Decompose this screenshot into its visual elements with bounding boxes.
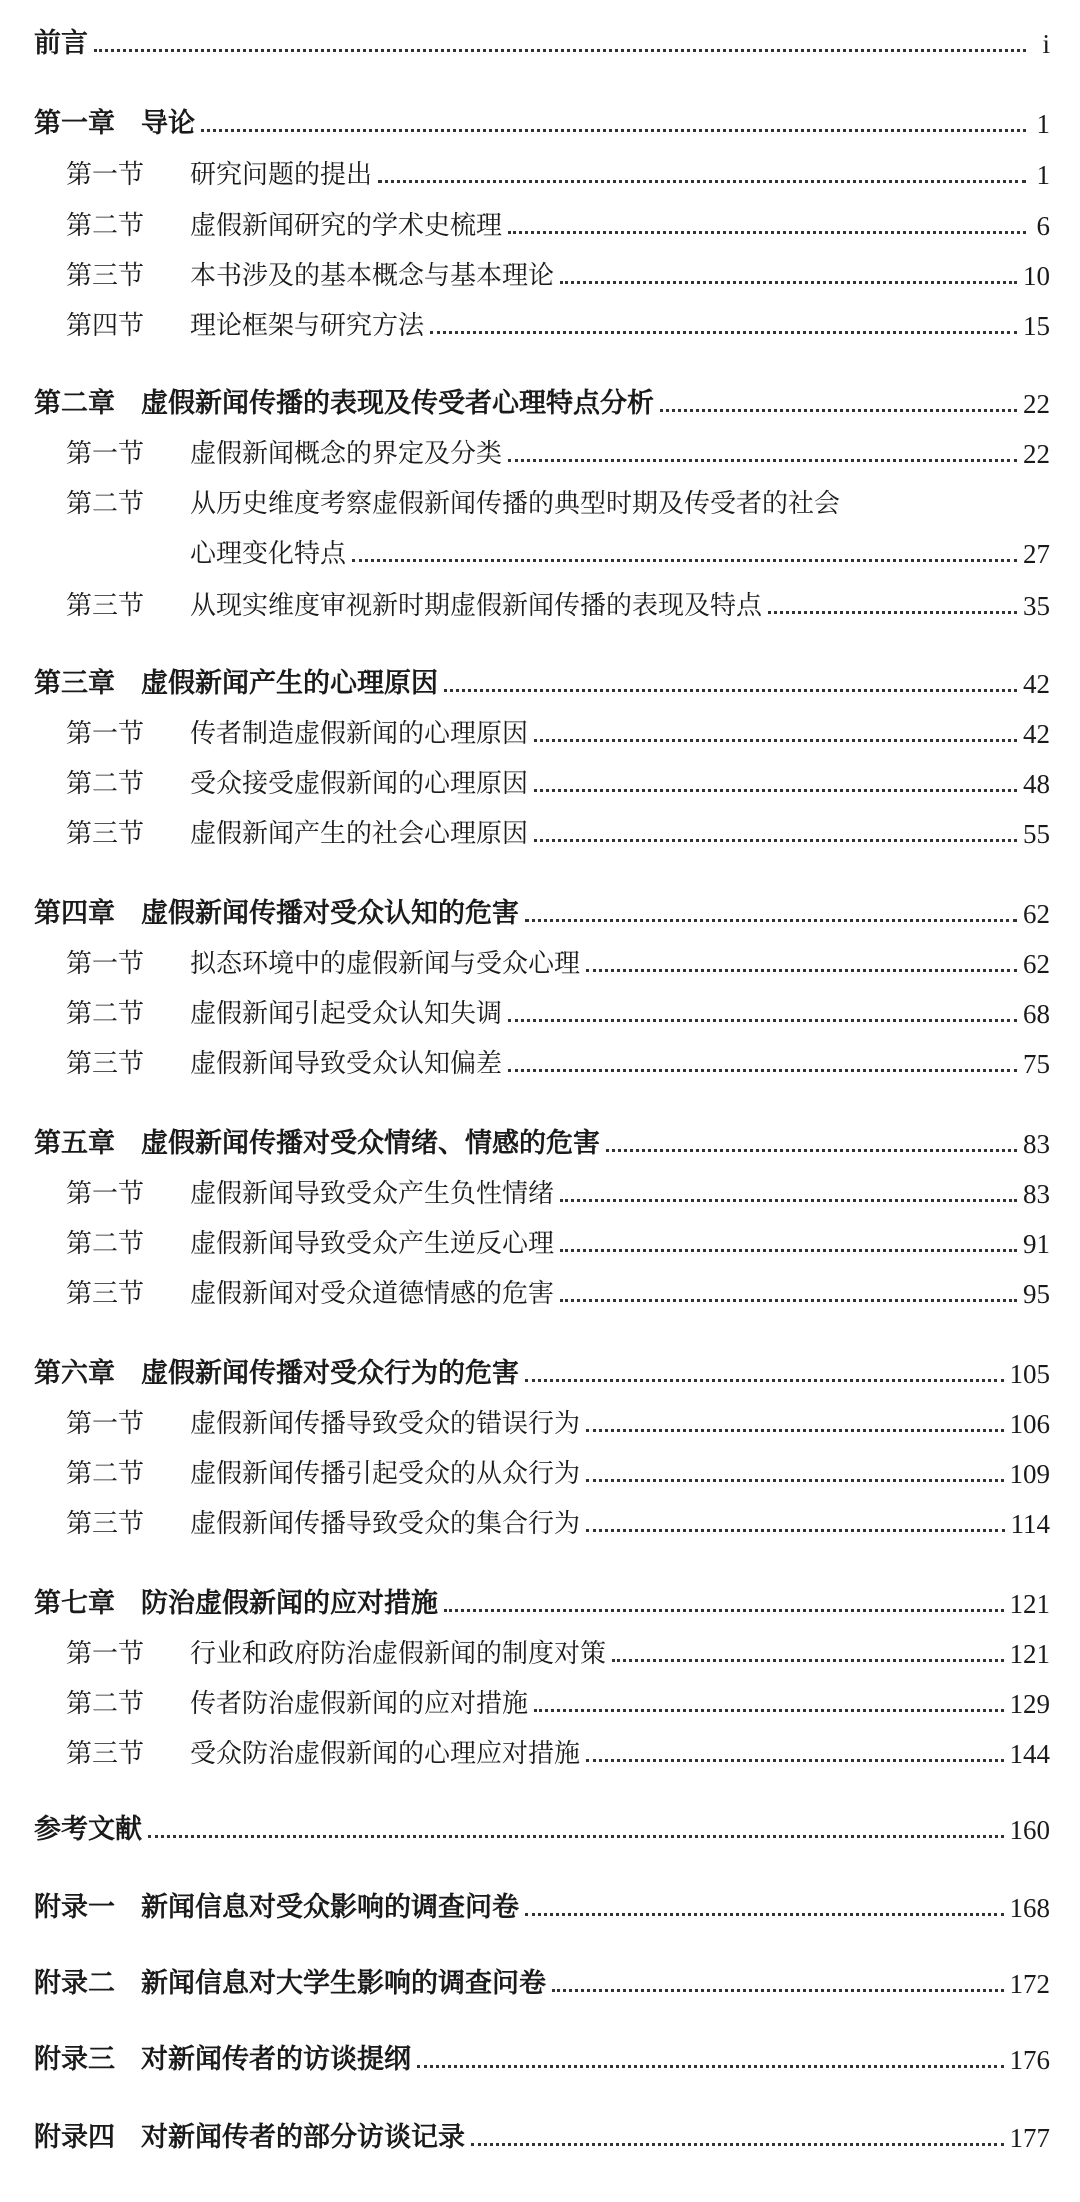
dot-leader — [660, 408, 1017, 412]
toc-page-number: 6 — [1036, 211, 1050, 241]
toc-chapter-3 — [0, 664, 1080, 704]
appendix-label: 附录二 — [34, 1968, 115, 1999]
section-label: 第一节 — [66, 439, 145, 469]
toc-page-number: 121 — [1009, 1589, 1050, 1619]
toc-section — [0, 1404, 1080, 1444]
toc-section — [0, 484, 1080, 524]
section-title: 虚假新闻传播导致受众的错误行为 — [190, 1409, 581, 1439]
dot-leader — [417, 2064, 1004, 2068]
toc-section — [0, 714, 1080, 754]
chapter-label: 第七章 — [34, 1588, 115, 1619]
toc-section — [0, 1044, 1080, 1084]
dot-leader — [606, 1148, 1017, 1152]
appendix-label: 附录一 — [34, 1892, 115, 1923]
toc-page-number: 68 — [1023, 999, 1050, 1029]
toc-appendix-4 — [0, 2118, 1080, 2158]
chapter-label: 第二章 — [34, 388, 115, 419]
chapter-title: 虚假新闻传播对受众认知的危害 — [141, 898, 519, 929]
dot-leader — [586, 1758, 1003, 1762]
chapter-label: 第六章 — [34, 1358, 115, 1389]
toc-page-number: 114 — [1010, 1509, 1050, 1539]
toc-appendix-2 — [0, 1964, 1080, 2004]
section-title: 从现实维度审视新时期虚假新闻传播的表现及特点 — [190, 591, 763, 621]
toc-page-number: 1 — [1036, 109, 1050, 139]
dot-leader — [352, 558, 1017, 562]
chapter-title: 虚假新闻传播的表现及传受者心理特点分析 — [141, 388, 654, 419]
toc-chapter-5 — [0, 1124, 1080, 1164]
dot-leader — [534, 738, 1017, 742]
toc-section — [0, 434, 1080, 474]
toc-page-number: 177 — [1009, 2123, 1050, 2153]
section-title: 受众接受虚假新闻的心理原因 — [190, 769, 529, 799]
section-title: 理论框架与研究方法 — [190, 311, 425, 341]
toc-section — [0, 306, 1080, 346]
toc-page-number: 176 — [1009, 2045, 1050, 2075]
section-label: 第三节 — [66, 591, 145, 621]
section-label: 第三节 — [66, 1049, 145, 1079]
toc-appendix-1 — [0, 1888, 1080, 1928]
dot-leader — [148, 1834, 1004, 1838]
toc-page-number: 95 — [1023, 1279, 1050, 1309]
toc-section — [0, 1454, 1080, 1494]
dot-leader — [560, 1198, 1017, 1202]
section-label: 第三节 — [66, 819, 145, 849]
toc-page-number: 105 — [1009, 1359, 1050, 1389]
toc-page-number: 83 — [1023, 1179, 1050, 1209]
section-title: 研究问题的提出 — [190, 160, 373, 190]
toc-section — [0, 1274, 1080, 1314]
toc-page-number: 160 — [1009, 1815, 1050, 1845]
toc-chapter-1 — [0, 104, 1080, 144]
toc-page-number: 168 — [1009, 1893, 1050, 1923]
toc-section — [0, 1734, 1080, 1774]
dot-leader — [534, 1708, 1003, 1712]
section-label: 第四节 — [66, 311, 145, 341]
appendix-label: 附录三 — [34, 2044, 115, 2075]
toc-page-number: 22 — [1023, 389, 1050, 419]
toc-page-number: 55 — [1023, 819, 1050, 849]
toc-section — [0, 994, 1080, 1034]
appendix-title: 对新闻传者的访谈提纲 — [141, 2044, 411, 2075]
section-title: 传者防治虚假新闻的应对措施 — [190, 1689, 529, 1719]
toc-entry-references — [0, 1810, 1080, 1850]
section-title-continuation: 心理变化特点 — [190, 539, 347, 569]
dot-leader — [430, 330, 1017, 334]
dot-leader — [586, 1478, 1003, 1482]
toc-section — [0, 1504, 1080, 1544]
appendix-title: 新闻信息对大学生影响的调查问卷 — [141, 1968, 546, 1999]
dot-leader — [560, 1298, 1017, 1302]
toc-page-number: 83 — [1023, 1129, 1050, 1159]
section-label: 第二节 — [66, 999, 145, 1029]
section-label: 第一节 — [66, 949, 145, 979]
section-label: 第二节 — [66, 1229, 145, 1259]
dot-leader — [525, 1378, 1004, 1382]
dot-leader — [508, 1068, 1017, 1072]
toc-entry-title: 前言 — [34, 28, 88, 59]
section-label: 第三节 — [66, 1739, 145, 1769]
dot-leader — [534, 838, 1017, 842]
dot-leader — [586, 1428, 1003, 1432]
section-label: 第三节 — [66, 1279, 145, 1309]
dot-leader — [586, 1528, 1004, 1532]
dot-leader — [508, 1018, 1017, 1022]
section-title: 虚假新闻导致受众产生负性情绪 — [190, 1179, 555, 1209]
toc-page-number: 1 — [1036, 160, 1050, 190]
toc-entry-preface — [0, 24, 1080, 64]
section-label: 第一节 — [66, 160, 145, 190]
toc-chapter-4 — [0, 894, 1080, 934]
section-label: 第一节 — [66, 1179, 145, 1209]
dot-leader — [201, 128, 1026, 132]
toc-section — [0, 944, 1080, 984]
dot-leader — [525, 1912, 1004, 1916]
section-label: 第一节 — [66, 1639, 145, 1669]
section-label: 第三节 — [66, 261, 145, 291]
dot-leader — [444, 1608, 1004, 1612]
toc-page-number: 22 — [1023, 439, 1050, 469]
toc-page-number: 62 — [1023, 949, 1050, 979]
toc-appendix-3 — [0, 2040, 1080, 2080]
toc-entry-title: 参考文献 — [34, 1814, 142, 1845]
dot-leader — [768, 610, 1017, 614]
toc-section — [0, 256, 1080, 296]
toc-page-number: 109 — [1009, 1459, 1050, 1489]
dot-leader — [612, 1658, 1003, 1662]
chapter-title: 虚假新闻传播对受众情绪、情感的危害 — [141, 1128, 600, 1159]
dot-leader — [94, 48, 1026, 52]
dot-leader — [560, 1248, 1017, 1252]
section-title: 虚假新闻研究的学术史梳理 — [190, 211, 503, 241]
dot-leader — [471, 2142, 1004, 2146]
toc-section — [0, 1224, 1080, 1264]
section-label: 第一节 — [66, 1409, 145, 1439]
toc-page-number: 35 — [1023, 591, 1050, 621]
dot-leader — [534, 788, 1017, 792]
dot-leader — [560, 280, 1017, 284]
section-label: 第一节 — [66, 719, 145, 749]
section-title: 虚假新闻传播引起受众的从众行为 — [190, 1459, 581, 1489]
toc-chapter-7 — [0, 1584, 1080, 1624]
toc-page-number: 75 — [1023, 1049, 1050, 1079]
section-title: 虚假新闻导致受众产生逆反心理 — [190, 1229, 555, 1259]
section-title: 受众防治虚假新闻的心理应对措施 — [190, 1739, 581, 1769]
toc-page-number: 42 — [1023, 669, 1050, 699]
section-title: 行业和政府防治虚假新闻的制度对策 — [190, 1639, 607, 1669]
section-title: 虚假新闻导致受众认知偏差 — [190, 1049, 503, 1079]
appendix-title: 新闻信息对受众影响的调查问卷 — [141, 1892, 519, 1923]
chapter-label: 第四章 — [34, 898, 115, 929]
appendix-label: 附录四 — [34, 2122, 115, 2153]
section-label: 第三节 — [66, 1509, 145, 1539]
chapter-title: 导论 — [141, 108, 195, 139]
section-title: 本书涉及的基本概念与基本理论 — [190, 261, 555, 291]
dot-leader — [586, 968, 1017, 972]
toc-section — [0, 586, 1080, 626]
toc-page-number: 172 — [1009, 1969, 1050, 1999]
section-title: 虚假新闻传播导致受众的集合行为 — [190, 1509, 581, 1539]
toc-page-number: 91 — [1023, 1229, 1050, 1259]
toc-section-continuation — [0, 534, 1080, 574]
chapter-label: 第五章 — [34, 1128, 115, 1159]
dot-leader — [444, 688, 1017, 692]
chapter-label: 第三章 — [34, 668, 115, 699]
section-label: 第二节 — [66, 1689, 145, 1719]
toc-chapter-6 — [0, 1354, 1080, 1394]
toc-page-number: 15 — [1023, 311, 1050, 341]
dot-leader — [525, 918, 1017, 922]
section-label: 第二节 — [66, 489, 145, 519]
chapter-title: 防治虚假新闻的应对措施 — [141, 1588, 438, 1619]
toc-page-number: 48 — [1023, 769, 1050, 799]
dot-leader — [508, 458, 1017, 462]
dot-leader — [508, 230, 1026, 234]
toc-section — [0, 206, 1080, 246]
dot-leader — [552, 1988, 1004, 1992]
section-title: 从历史维度考察虚假新闻传播的典型时期及传受者的社会 — [190, 489, 841, 519]
toc-page-number: 10 — [1023, 261, 1050, 291]
section-title: 虚假新闻产生的社会心理原因 — [190, 819, 529, 849]
toc-page-number: 121 — [1009, 1639, 1050, 1669]
toc-section — [0, 814, 1080, 854]
toc-page-number: i — [1042, 29, 1050, 59]
chapter-title: 虚假新闻传播对受众行为的危害 — [141, 1358, 519, 1389]
toc-page-number: 106 — [1009, 1409, 1050, 1439]
toc-section — [0, 1634, 1080, 1674]
toc-page-number: 129 — [1009, 1689, 1050, 1719]
section-title: 虚假新闻引起受众认知失调 — [190, 999, 503, 1029]
chapter-label: 第一章 — [34, 108, 115, 139]
section-label: 第二节 — [66, 769, 145, 799]
toc-section — [0, 155, 1080, 195]
appendix-title: 对新闻传者的部分访谈记录 — [141, 2122, 465, 2153]
toc-page-number: 62 — [1023, 899, 1050, 929]
toc-chapter-2 — [0, 384, 1080, 424]
section-title: 虚假新闻概念的界定及分类 — [190, 439, 503, 469]
section-label: 第二节 — [66, 1459, 145, 1489]
section-title: 虚假新闻对受众道德情感的危害 — [190, 1279, 555, 1309]
toc-page-number: 42 — [1023, 719, 1050, 749]
section-label: 第二节 — [66, 211, 145, 241]
toc-section — [0, 1174, 1080, 1214]
section-title: 拟态环境中的虚假新闻与受众心理 — [190, 949, 581, 979]
toc-section — [0, 1684, 1080, 1724]
toc-section — [0, 764, 1080, 804]
dot-leader — [378, 179, 1026, 183]
toc-page-number: 144 — [1009, 1739, 1050, 1769]
section-title: 传者制造虚假新闻的心理原因 — [190, 719, 529, 749]
toc-page-number: 27 — [1023, 539, 1050, 569]
chapter-title: 虚假新闻产生的心理原因 — [141, 668, 438, 699]
